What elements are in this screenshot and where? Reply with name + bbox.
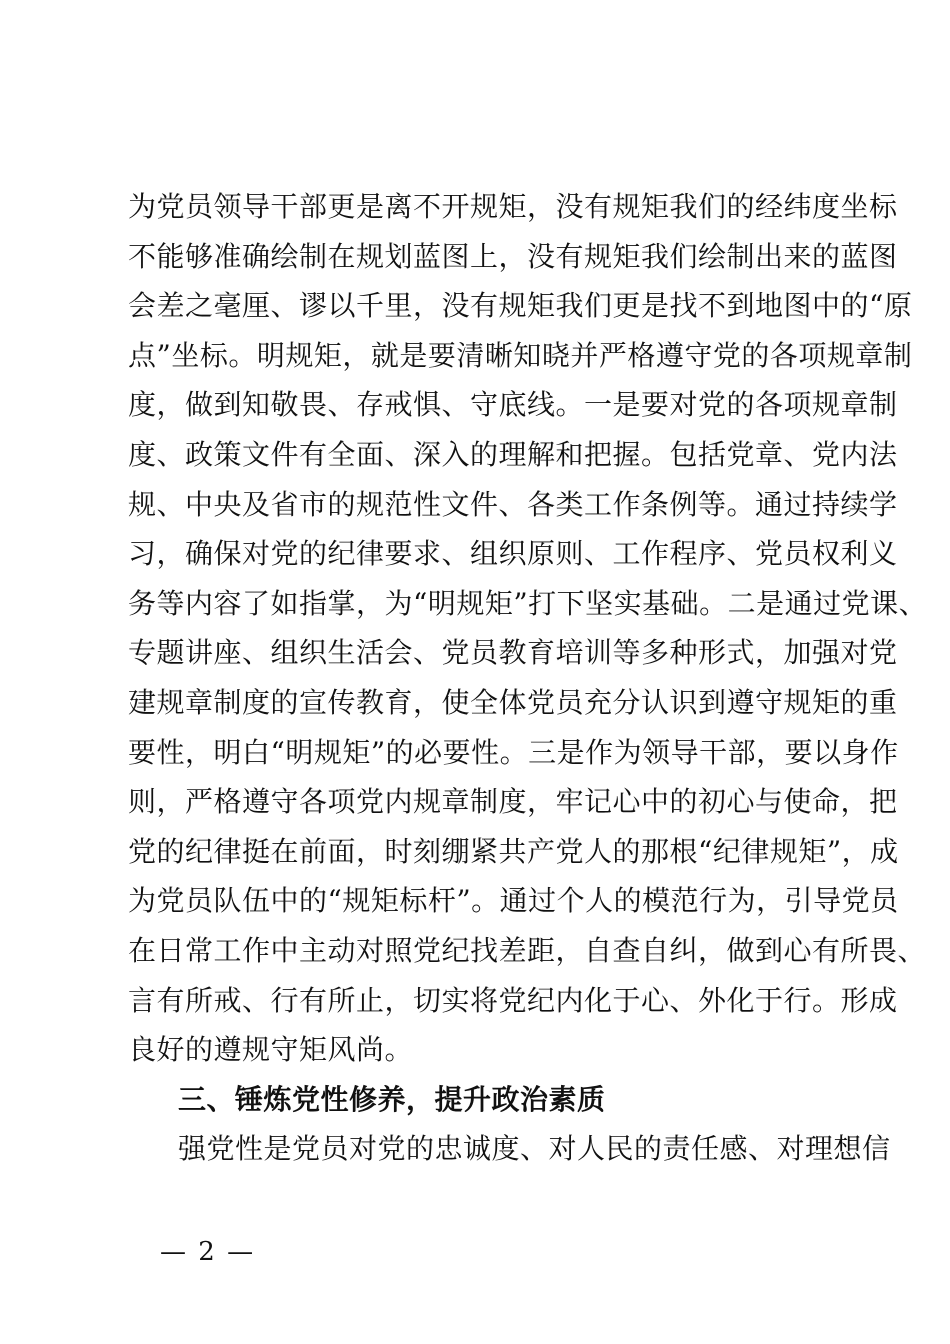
text-line: 言有所戒、行有所止，切实将党纪内化于心、外化于行。形成	[128, 983, 898, 1017]
text-line: 为党员领导干部更是离不开规矩，没有规矩我们的经纬度坐标	[128, 190, 898, 223]
text-line: 度，做到知敬畏、存戒惧、守底线。一是要对党的各项规章制	[128, 388, 898, 422]
text-line: 不能够准确绘制在规划蓝图上，没有规矩我们绘制出来的蓝图	[128, 239, 898, 273]
text-line: 在日常工作中主动对照党纪找差距，自查自纠，做到心有所畏、	[128, 933, 927, 967]
text-line: 党的纪律挺在前面，时刻绷紧共产党人的那根“纪律规矩”，成	[128, 834, 899, 868]
text-line: 务等内容了如指掌，为“明规矩”打下坚实基础。二是通过党课、	[128, 586, 928, 620]
text-line: 度、政策文件有全面、深入的理解和把握。包括党章、党内法	[128, 437, 898, 471]
text-line: 点”坐标。明规矩，就是要清晰知晓并严格遵守党的各项规章制	[128, 338, 913, 372]
text-line: 专题讲座、组织生活会、党员教育培训等多种形式，加强对党	[128, 636, 898, 670]
body-text	[128, 182, 928, 1174]
text-line: 会差之毫厘、谬以千里，没有规矩我们更是找不到地图中的“原	[128, 289, 913, 323]
paragraph-first-line: 强党性是党员对党的忠诚度、对人民的责任感、对理想信	[178, 1132, 891, 1166]
text-line: 良好的遵规守矩风尚。	[128, 1033, 414, 1067]
text-line: 则，严格遵守各项党内规章制度，牢记心中的初心与使命，把	[128, 785, 898, 819]
text-line: 建规章制度的宣传教育，使全体党员充分认识到遵守规矩的重	[128, 685, 898, 719]
text-line: 规、中央及省市的规范性文件、各类工作条例等。通过持续学	[128, 487, 898, 521]
text-line: 习，确保对党的纪律要求、组织原则、工作程序、党员权利义	[128, 537, 898, 571]
page-number: — 2 —	[160, 1237, 256, 1267]
section-heading: 三、锤炼党性修养，提升政治素质	[178, 1082, 606, 1116]
text-line: 为党员队伍中的“规矩标杆”。通过个人的模范行为，引导党员	[128, 884, 899, 918]
text-line: 要性，明白“明规矩”的必要性。三是作为领导干部，要以身作	[128, 735, 899, 769]
